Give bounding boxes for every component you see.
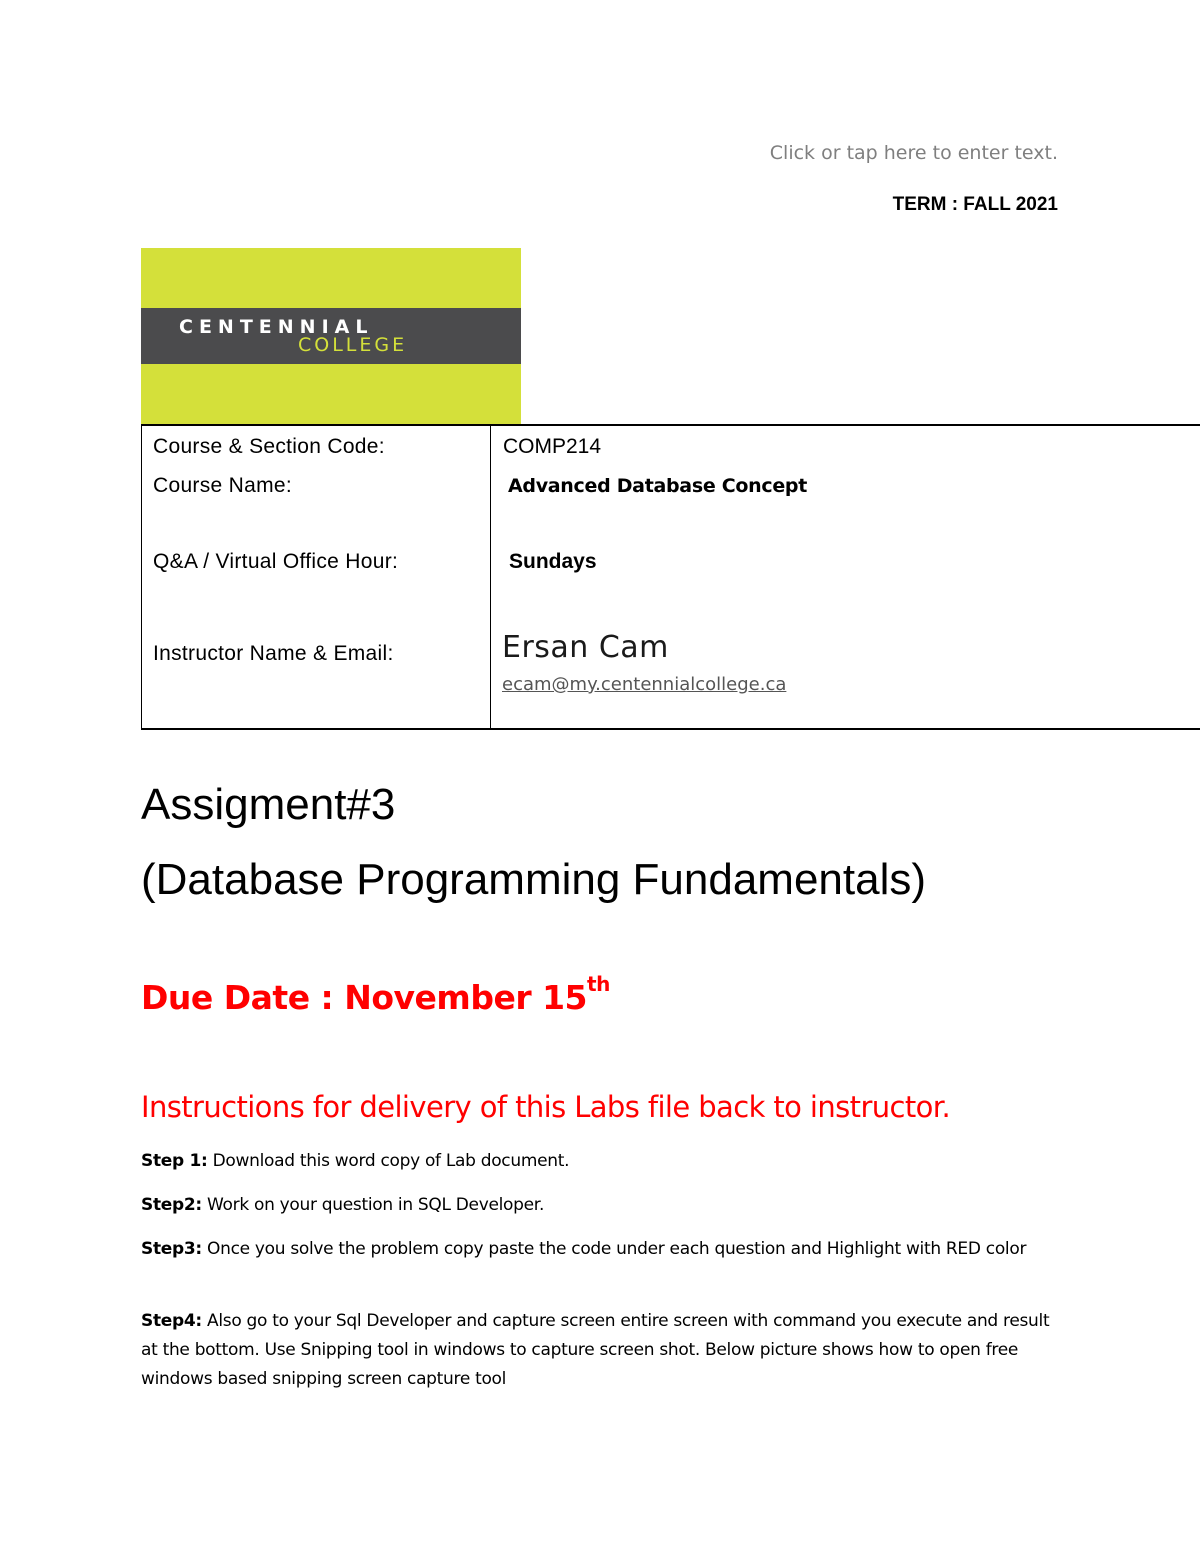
course-name-value: Advanced Database Concept: [508, 475, 807, 497]
step-text: Also go to your Sql Developer and capture screen entire screen with command you execute and result at the bottom. Use Snipping tool in windows to capture screen shot. Below picture shows how to open free windows based snipping screen capture tool: [141, 1311, 1050, 1389]
logo-text-college: COLLEGE: [298, 334, 408, 356]
step-label: Step4:: [141, 1311, 202, 1331]
logo-text-centennial: CENTENNIAL: [179, 316, 374, 338]
step-label: Step 1:: [141, 1151, 208, 1171]
due-date-suffix: th: [587, 972, 610, 996]
course-info-table: [141, 424, 1200, 730]
step-label: Step2:: [141, 1195, 202, 1215]
content-control-placeholder[interactable]: Click or tap here to enter text.: [769, 142, 1058, 164]
step-text: Work on your question in SQL Developer.: [201, 1195, 545, 1215]
step-2: [141, 1191, 1056, 1220]
course-code-label: Course & Section Code:: [153, 435, 385, 458]
term-label: TERM : FALL 2021: [892, 194, 1058, 215]
table-divider: [490, 426, 491, 728]
due-date: [141, 972, 610, 1017]
course-name-label: Course Name:: [153, 474, 292, 497]
course-code-value: COMP214: [503, 435, 602, 458]
assignment-subtitle: (Database Programming Fundamentals): [141, 855, 927, 904]
step-text: Once you solve the problem copy paste the code under each question and Highlight with RED color: [201, 1239, 1027, 1259]
due-date-text: Due Date : November 15: [141, 978, 588, 1017]
instructor-email-link[interactable]: ecam@my.centennialcollege.ca: [502, 674, 787, 695]
college-logo: [141, 248, 521, 424]
office-hour-label: Q&A / Virtual Office Hour:: [153, 550, 399, 573]
step-1: [141, 1147, 1056, 1176]
step-label: Step3:: [141, 1239, 202, 1259]
instructor-label: Instructor Name & Email:: [153, 642, 394, 665]
instructor-name: Ersan Cam: [502, 630, 669, 665]
step-3: [141, 1235, 1056, 1264]
logo-band: [141, 308, 521, 364]
office-hour-value: Sundays: [509, 550, 597, 573]
assignment-title: Assigment#3: [141, 780, 396, 829]
step-4: [141, 1307, 1056, 1394]
instructions-heading: Instructions for delivery of this Labs file back to instructor.: [141, 1090, 951, 1124]
step-text: Download this word copy of Lab document.: [207, 1151, 570, 1171]
